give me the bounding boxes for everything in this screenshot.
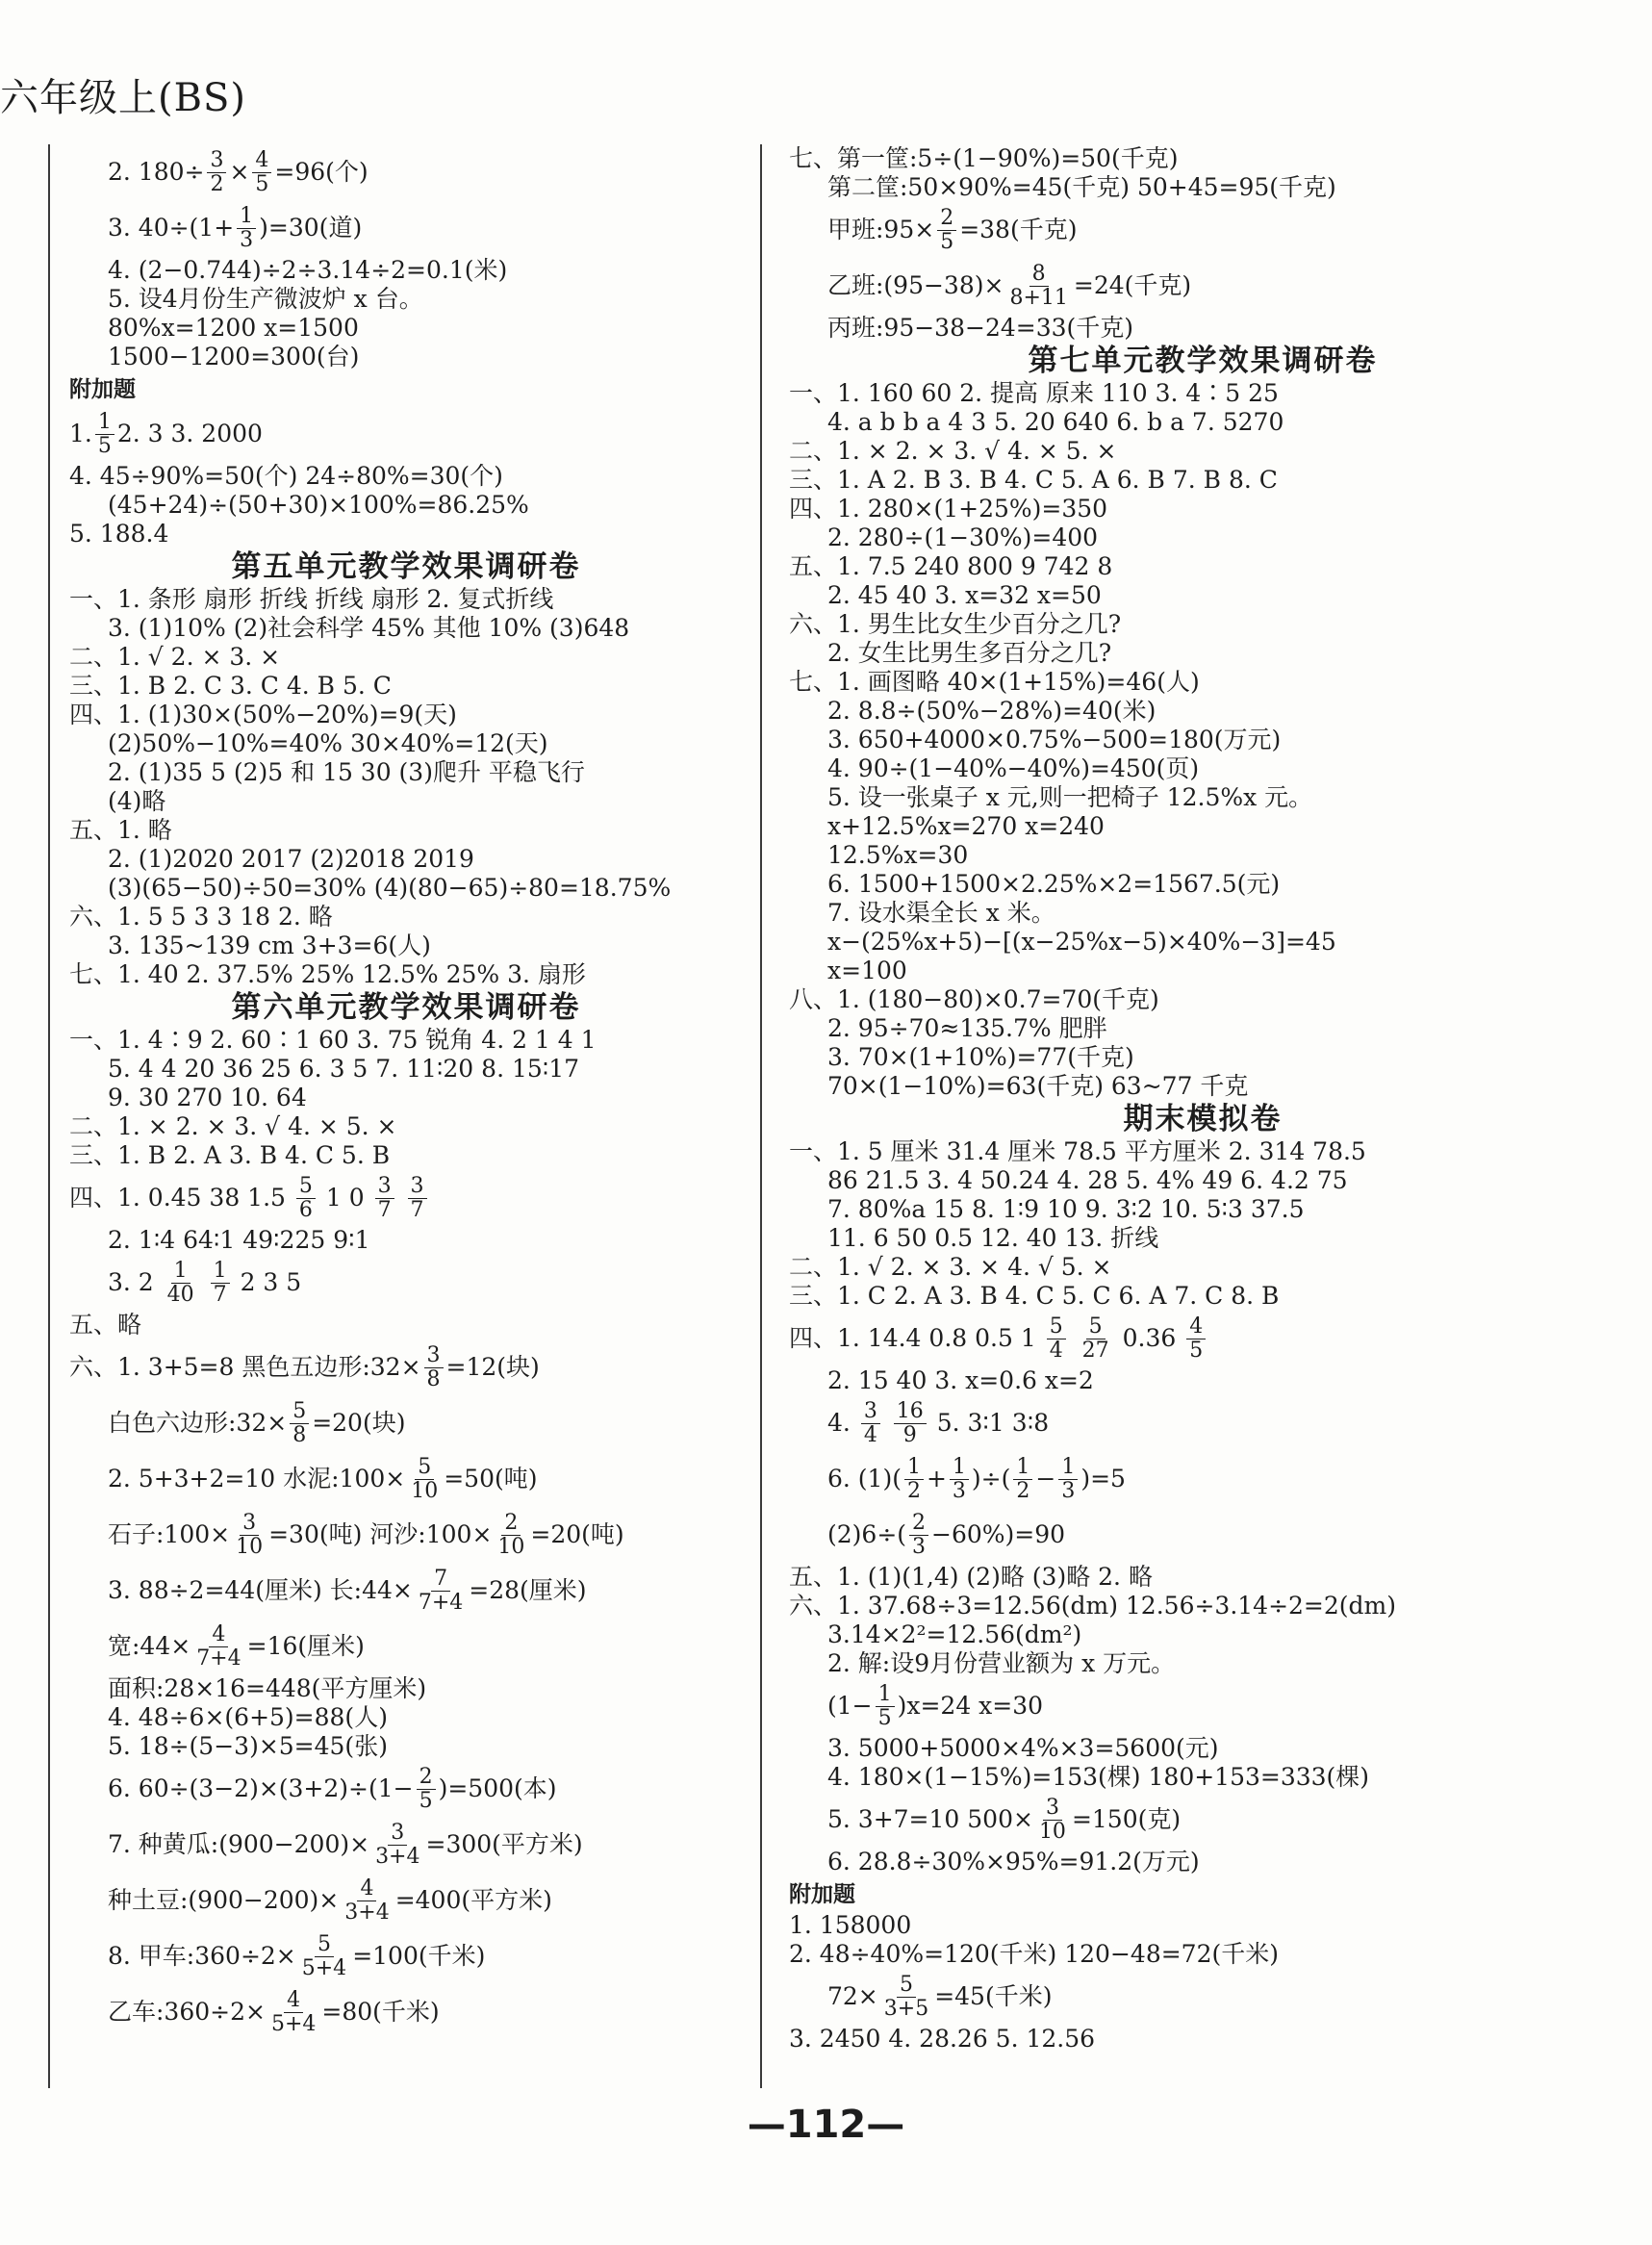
answer-line: 4. 180×(1−15%)=153(棵) 180+153=333(棵)	[827, 1763, 1370, 1791]
answer-line: (45+24)÷(50+30)×100%=86.25%	[108, 491, 529, 519]
fraction: $\frac{3}{8}$	[424, 1344, 444, 1391]
answer-line: 六、1. 男生比女生少百分之几?	[789, 610, 1122, 638]
answer-line: x=100	[827, 957, 907, 984]
page-header: 六年级上(BS)	[0, 76, 247, 120]
answer-line: 3. 40÷(1+ $\frac{1}{3}$ )=30(道)	[108, 203, 363, 252]
answer-line: 3. 2450 4. 28.26 5. 12.56	[789, 2025, 1096, 2053]
answer-line: 4. 90÷(1−40%−40%)=450(页)	[827, 754, 1200, 782]
left-margin-rule	[48, 144, 50, 2088]
answer-line: 四、1. 0.45 38 1.5 $\frac{5}{6}$ 1 0 $\frac{3}{7}$ $\frac{3}{7}$	[69, 1170, 743, 1226]
answer-line: 面积:28×16=448(平方厘米)	[108, 1674, 427, 1702]
answer-line: 2. 280÷(1−30%)=400	[827, 523, 1099, 551]
fraction: $\frac{4}{5+4}$	[270, 1987, 317, 2036]
fraction: $\frac{5}{8}$	[290, 1400, 309, 1447]
answer-line: 80%x=1200 x=1500	[108, 314, 359, 342]
answer-line: 六、1. 37.68÷3=12.56(dm) 12.56÷3.14÷2=2(dm)	[789, 1592, 1397, 1620]
answer-line: 2. 5+3+2=10 水泥:100× $\frac{5}{10}$ =50(吨)	[108, 1454, 538, 1503]
fraction: $\frac{4}{5}$	[252, 149, 271, 196]
answer-line: 三、1. A 2. B 3. B 4. C 5. A 6. B 7. B 8. C	[789, 466, 1278, 494]
answer-line: 72× $\frac{5}{3+5}$ =45(千米)	[827, 1972, 1053, 2021]
answer-line: 5. 188.4	[69, 520, 169, 548]
fraction: $\frac{3}{7}$	[375, 1175, 394, 1222]
section-title-unit5: 第五单元教学效果调研卷	[231, 549, 581, 584]
answer-line: x−(25%x+5)−[(x−25%x−5)×40%−3]=45	[827, 928, 1336, 956]
answer-line: 六、1. 3+5=8 黑色五边形:32× $\frac{3}{8}$ =12(块)	[69, 1342, 540, 1391]
answer-line: 乙车:360÷2× $\frac{4}{5+4}$ =80(千米)	[108, 1987, 440, 2036]
fraction: $\frac{3}{4}$	[861, 1400, 880, 1447]
answer-line: 7. 种黄瓜:(900−200)× $\frac{3}{3+4}$ =300(平方米)	[108, 1820, 583, 1869]
fraction: $\frac{3}{10}$	[236, 1510, 264, 1559]
answer-line: 6. 28.8÷30%×95%=91.2(万元)	[827, 1848, 1200, 1875]
answer-line: 2. (1)2020 2017 (2)2018 2019	[108, 845, 474, 873]
fraction: $\frac{5}{6}$	[296, 1175, 316, 1222]
answer-line: 一、1. 条形 扇形 折线 折线 扇形 2. 复式折线	[69, 585, 554, 613]
fraction: $\frac{4}{5}$	[1186, 1315, 1206, 1363]
answer-line: 四、1. 280×(1+25%)=350	[789, 495, 1108, 523]
answer-line: 三、1. B 2. A 3. B 4. C 5. B	[69, 1141, 391, 1169]
answer-line: 二、1. × 2. × 3. √ 4. × 5. ×	[789, 437, 1117, 465]
fraction: $\frac{5}{27}$	[1081, 1314, 1109, 1363]
fraction: $\frac{2}{5}$	[417, 1766, 436, 1813]
answer-line: 8. 甲车:360÷2× $\frac{5}{5+4}$ =100(千米)	[108, 1931, 486, 1980]
answer-line: 1. $\frac{1}{5}$ 2. 3 3. 2000	[69, 409, 263, 458]
answer-line: 2. 女生比男生多百分之几?	[827, 639, 1112, 667]
answer-line: 石子:100× $\frac{3}{10}$ =30(吨) 河沙:100× $\frac{2}{10}$ =20(吨)	[108, 1510, 624, 1559]
fraction: $\frac{3}{3+4}$	[375, 1820, 420, 1869]
answer-line: 甲班:95× $\frac{2}{5}$ =38(千克)	[827, 205, 1078, 254]
fraction: $\frac{4}{3+4}$	[344, 1875, 390, 1925]
column-divider	[760, 144, 762, 2088]
answer-line: 二、1. √ 2. × 3. × 4. √ 5. ×	[789, 1253, 1112, 1281]
answer-line: (4)略	[108, 787, 166, 815]
answer-line: 四、1. (1)30×(50%−20%)=9(天)	[69, 701, 457, 728]
fraction: $\frac{2}{10}$	[497, 1510, 525, 1559]
answer-line: 4. 48÷6×(6+5)=88(人)	[108, 1703, 388, 1731]
fraction: $\frac{1}{40}$	[166, 1258, 194, 1307]
answer-line: 三、1. B 2. C 3. C 4. B 5. C	[69, 672, 392, 700]
answer-line: 2. 8.8÷(50%−28%)=40(米)	[827, 697, 1156, 725]
answer-line: 4. 45÷90%=50(个) 24÷80%=30(个)	[69, 462, 503, 490]
answer-line: 2. 180÷ $\frac{3}{2}$ × $\frac{4}{5}$ =96(个)	[108, 147, 369, 196]
fraction: $\frac{3}{10}$	[1038, 1795, 1066, 1844]
answer-line: (3)(65−50)÷50=30% (4)(80−65)÷80=18.75%	[108, 874, 672, 902]
answer-line: 6. (1)( $\frac{1}{2}$ + $\frac{1}{3}$ )÷( $\frac{1}{2}$ − $\frac{1}{3}$ )=5	[827, 1454, 1126, 1503]
fraction: $\frac{8}{8+11}$	[1009, 261, 1068, 310]
answer-line: 7. 80%a 15 8. 1∶9 10 9. 3∶2 10. 5∶3 37.5	[827, 1195, 1305, 1223]
answer-line: 12.5%x=30	[827, 841, 969, 869]
fraction: $\frac{5}{5+4}$	[301, 1931, 347, 1980]
answer-line: 3.14×2²=12.56(dm²)	[827, 1620, 1082, 1648]
answer-line: (1− $\frac{1}{5}$ )x=24 x=30	[827, 1681, 1044, 1730]
answer-line: 5. 设一张桌子 x 元,则一把椅子 12.5%x 元。	[827, 783, 1313, 811]
answer-line: 5. 4 4 20 36 25 6. 3 5 7. 11∶20 8. 15∶17	[108, 1055, 580, 1083]
answer-line: 三、1. C 2. A 3. B 4. C 5. C 6. A 7. C 8. B	[789, 1282, 1280, 1310]
answer-line: (2)6÷( $\frac{2}{3}$ −60%)=90	[827, 1510, 1066, 1559]
fraction: $\frac{3}{7}$	[408, 1175, 427, 1222]
answer-line: 3. (1)10% (2)社会科学 45% 其他 10% (3)648	[108, 614, 630, 642]
answer-line: 11. 6 50 0.5 12. 40 13. 折线	[827, 1224, 1159, 1252]
fraction: $\frac{1}{3}$	[1058, 1456, 1078, 1503]
left-column	[69, 144, 743, 2040]
fraction: $\frac{1}{2}$	[904, 1456, 924, 1503]
answer-line: 5. 设4月份生产微波炉 x 台。	[108, 285, 423, 313]
answer-line: 4. $\frac{3}{4}$ $\frac{16}{9}$ 5. 3∶1 3∶8	[827, 1398, 1050, 1447]
answer-line: 4. (2−0.744)÷2÷3.14÷2=0.1(米)	[108, 256, 508, 284]
fraction: $\frac{1}{5}$	[876, 1683, 895, 1730]
answer-line: 5. 3+7=10 500× $\frac{3}{10}$ =150(克)	[827, 1795, 1182, 1844]
answer-line: 86 21.5 3. 4 50.24 4. 28 5. 4% 49 6. 4.2 75	[827, 1166, 1348, 1194]
answer-line: 宽:44× $\frac{4}{7+4}$ =16(厘米)	[108, 1621, 365, 1671]
answer-line: 五、1. 7.5 240 800 9 742 8	[789, 552, 1113, 580]
answer-line: 四、1. 14.4 0.8 0.5 1 $\frac{5}{4}$ $\frac{5}{27}$ 0.36 $\frac{4}{5}$	[789, 1311, 1616, 1366]
answer-line: 第二筐:50×90%=45(千克) 50+45=95(千克)	[827, 173, 1336, 201]
fraction: $\frac{1}{5}$	[95, 411, 114, 458]
answer-line: 五、1. (1)(1,4) (2)略 (3)略 2. 略	[789, 1563, 1153, 1591]
answer-line: 七、1. 画图略 40×(1+15%)=46(人)	[789, 668, 1200, 696]
answer-line: 6. 60÷(3−2)×(3+2)÷(1− $\frac{2}{5}$ )=500(本)	[108, 1764, 557, 1813]
fraction: $\frac{1}{2}$	[1013, 1456, 1032, 1503]
answer-line: 3. 88÷2=44(厘米) 长:44× $\frac{7}{7+4}$ =28(厘米)	[108, 1566, 587, 1615]
answer-line: 2. 48÷40%=120(千米) 120−48=72(千米)	[789, 1940, 1279, 1968]
answer-line: 5. 18÷(5−3)×5=45(张)	[108, 1732, 388, 1760]
answer-line: 二、1. × 2. × 3. √ 4. × 5. ×	[69, 1112, 397, 1140]
fraction: $\frac{5}{4}$	[1047, 1315, 1066, 1363]
answer-line: 乙班:(95−38)× $\frac{8}{8+11}$ =24(千克)	[827, 261, 1192, 310]
section-title-final: 期末模拟卷	[1123, 1102, 1283, 1136]
answer-line: 六、1. 5 5 3 3 18 2. 略	[69, 903, 333, 931]
answer-line: 丙班:95−38−24=33(千克)	[827, 314, 1134, 342]
answer-line: 2. 解:设9月份营业额为 x 万元。	[827, 1649, 1176, 1677]
answer-line: 70×(1−10%)=63(千克) 63~77 千克	[827, 1072, 1249, 1100]
answer-line: 7. 设水渠全长 x 米。	[827, 899, 1055, 927]
answer-line: 3. 70×(1+10%)=77(千克)	[827, 1043, 1134, 1071]
answer-line: 2. (1)35 5 (2)5 和 15 30 (3)爬升 平稳飞行	[108, 758, 585, 786]
bonus-heading: 附加题	[789, 1882, 855, 1907]
answer-line: 3. 2 $\frac{1}{40}$ $\frac{1}{7}$ 2 3 5	[108, 1258, 302, 1307]
fraction: $\frac{1}{3}$	[237, 205, 256, 252]
answer-line: 一、1. 4∶9 2. 60∶1 60 3. 75 锐角 4. 2 1 4 1	[69, 1026, 597, 1054]
answer-line: 五、1. 略	[69, 816, 172, 844]
fraction: $\frac{5}{10}$	[411, 1454, 439, 1503]
answer-line: 9. 30 270 10. 64	[108, 1084, 307, 1111]
answer-line: 七、1. 40 2. 37.5% 25% 12.5% 25% 3. 扇形	[69, 960, 586, 988]
answer-line: 种土豆:(900−200)× $\frac{4}{3+4}$ =400(平方米)	[108, 1875, 552, 1925]
fraction: $\frac{7}{7+4}$	[418, 1566, 464, 1615]
fraction: $\frac{1}{7}$	[211, 1260, 230, 1307]
fraction: $\frac{1}{3}$	[950, 1456, 969, 1503]
right-column	[789, 144, 1616, 2054]
answer-line: 2. 45 40 3. x=32 x=50	[827, 581, 1102, 609]
fraction: $\frac{5}{3+5}$	[883, 1972, 929, 2021]
answer-line: 2. 1∶4 64∶1 49∶225 9∶1	[108, 1226, 370, 1254]
bonus-heading: 附加题	[69, 377, 136, 402]
answer-line: 3. 135~139 cm 3+3=6(人)	[108, 931, 431, 959]
section-title-unit6: 第六单元教学效果调研卷	[231, 990, 581, 1025]
answer-line: 2. 95÷70≈135.7% 肥胖	[827, 1014, 1107, 1042]
answer-line: 6. 1500+1500×2.25%×2=1567.5(元)	[827, 870, 1281, 898]
fraction: $\frac{2}{5}$	[937, 207, 956, 254]
answer-line: 七、第一筐:5÷(1−90%)=50(千克)	[789, 144, 1179, 172]
fraction: $\frac{16}{9}$	[894, 1400, 927, 1447]
answer-line: 1500−1200=300(台)	[108, 343, 360, 370]
fraction: $\frac{2}{3}$	[909, 1512, 928, 1559]
answer-line: 2. 15 40 3. x=0.6 x=2	[827, 1366, 1094, 1394]
answer-line: 一、1. 5 厘米 31.4 厘米 78.5 平方厘米 2. 314 78.5	[789, 1137, 1366, 1165]
answer-line: 二、1. √ 2. × 3. ×	[69, 643, 281, 671]
answer-line: 一、1. 160 60 2. 提高 原来 110 3. 4∶5 25	[789, 379, 1279, 407]
answer-line: (2)50%−10%=40% 30×40%=12(天)	[108, 729, 548, 757]
answer-line: 八、1. (180−80)×0.7=70(千克)	[789, 985, 1159, 1013]
answer-line: 1. 158000	[789, 1911, 912, 1939]
answer-line: 4. a b b a 4 3 5. 20 640 6. b a 7. 5270	[827, 408, 1284, 436]
section-title-unit7: 第七单元教学效果调研卷	[1028, 344, 1378, 378]
answer-line: 3. 5000+5000×4%×3=5600(元)	[827, 1734, 1219, 1762]
answer-line: x+12.5%x=270 x=240	[827, 812, 1105, 840]
fraction: $\frac{4}{7+4}$	[196, 1621, 241, 1671]
answer-line: 白色六边形:32× $\frac{5}{8}$ =20(块)	[108, 1398, 406, 1447]
answer-line: 3. 650+4000×0.75%−500=180(万元)	[827, 726, 1282, 753]
answer-line: 五、略	[69, 1311, 142, 1339]
page-number: —112—	[747, 2103, 905, 2147]
fraction: $\frac{3}{2}$	[207, 149, 226, 196]
